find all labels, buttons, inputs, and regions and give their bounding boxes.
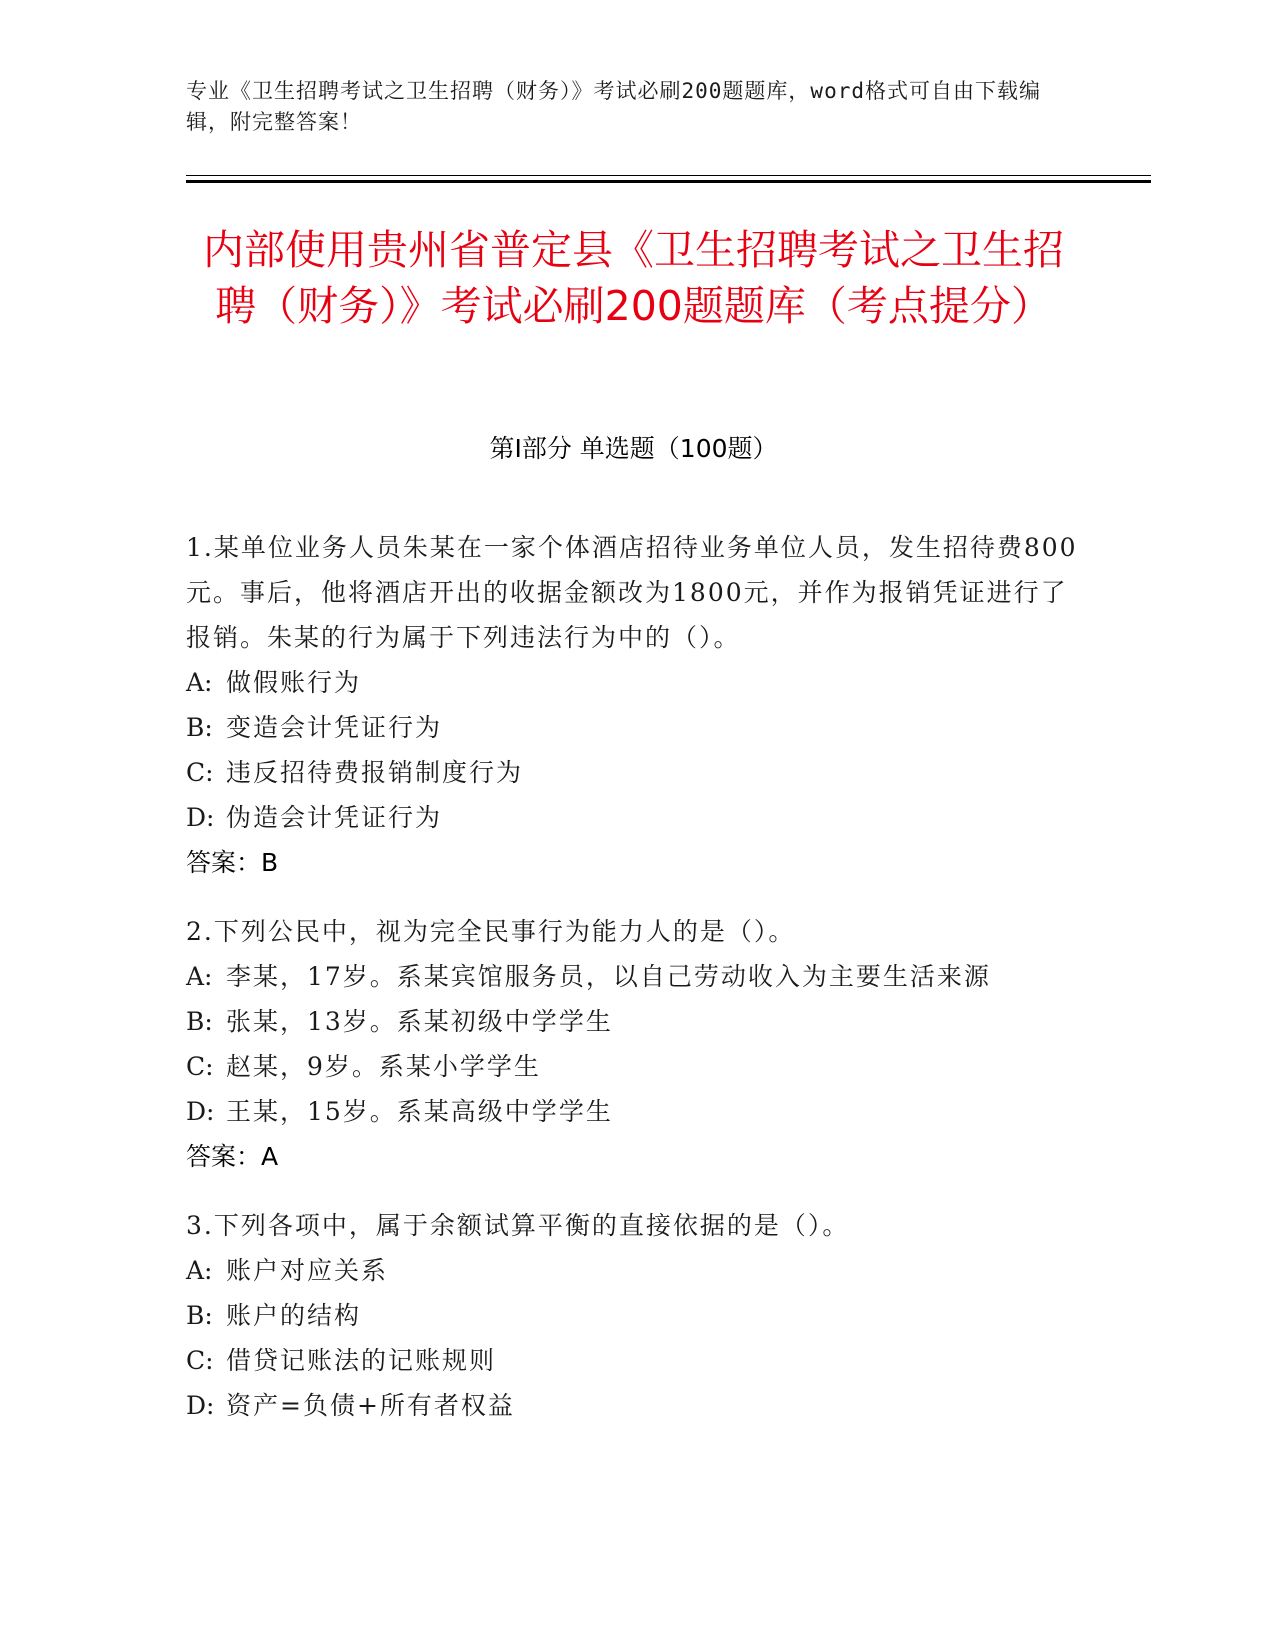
option-key: C: <box>186 1346 214 1375</box>
option-a <box>186 954 1081 999</box>
option-key: A: <box>186 962 213 991</box>
option-c <box>186 750 1081 795</box>
document-title: 内部使用贵州省普定县《卫生招聘考试之卫生招聘（财务）》考试必刷200题题库（考点提分） <box>203 226 1064 330</box>
option-b <box>186 1293 1081 1338</box>
option-key: B: <box>186 713 213 742</box>
option-b <box>186 705 1081 750</box>
option-d <box>186 1383 1081 1428</box>
question-3 <box>186 1203 1081 1428</box>
option-key: D: <box>186 803 215 832</box>
header-note: 专业《卫生招聘考试之卫生招聘（财务）》考试必刷200题题库，word格式可自由下载编辑，附完整答案！ <box>186 79 1041 134</box>
option-text: 做假账行为 <box>226 668 362 697</box>
option-c <box>186 1338 1081 1383</box>
question-stem: 3.下列各项中，属于余额试算平衡的直接依据的是（）。 <box>186 1211 850 1240</box>
option-key: A: <box>186 1256 213 1285</box>
option-text: 伪造会计凭证行为 <box>226 803 443 832</box>
option-text: 资产=负债+所有者权益 <box>226 1391 515 1420</box>
option-key: D: <box>186 1097 215 1126</box>
option-c <box>186 1044 1081 1089</box>
question-stem: 1.某单位业务人员朱某在一家个体酒店招待业务单位人员，发生招待费800元。事后，他将酒店开出的收据金额改为1800元，并作为报销凭证进行了报销。朱某的行为属于下列违法行为中的（）。 <box>186 533 1078 652</box>
section-title: 第I部分 单选题（100题） <box>489 434 778 463</box>
option-key: D: <box>186 1391 215 1420</box>
option-key: A: <box>186 668 213 697</box>
question-2 <box>186 909 1081 1179</box>
option-text: 账户对应关系 <box>226 1256 389 1285</box>
option-text: 借贷记账法的记账规则 <box>226 1346 497 1375</box>
option-d <box>186 1089 1081 1134</box>
option-text: 张某，13岁。系某初级中学学生 <box>226 1007 613 1036</box>
option-key: C: <box>186 758 214 787</box>
option-text: 违反招待费报销制度行为 <box>226 758 524 787</box>
option-text: 账户的结构 <box>226 1301 362 1330</box>
answer-line: 答案：B <box>186 848 279 877</box>
option-text: 王某，15岁。系某高级中学学生 <box>226 1097 613 1126</box>
header-divider-thin <box>186 175 1151 176</box>
option-key: B: <box>186 1301 213 1330</box>
option-text: 赵某，9岁。系某小学学生 <box>226 1052 541 1081</box>
question-list <box>186 525 1081 1452</box>
option-key: B: <box>186 1007 213 1036</box>
option-text: 变造会计凭证行为 <box>226 713 443 742</box>
option-key: C: <box>186 1052 214 1081</box>
option-text: 李某，17岁。系某宾馆服务员，以自己劳动收入为主要生活来源 <box>226 962 991 991</box>
option-d <box>186 795 1081 840</box>
answer-line: 答案：A <box>186 1142 279 1171</box>
header-divider-thick <box>186 180 1151 183</box>
question-stem: 2.下列公民中，视为完全民事行为能力人的是（）。 <box>186 917 796 946</box>
option-a <box>186 660 1081 705</box>
question-1 <box>186 525 1081 885</box>
option-a <box>186 1248 1081 1293</box>
option-b <box>186 999 1081 1044</box>
